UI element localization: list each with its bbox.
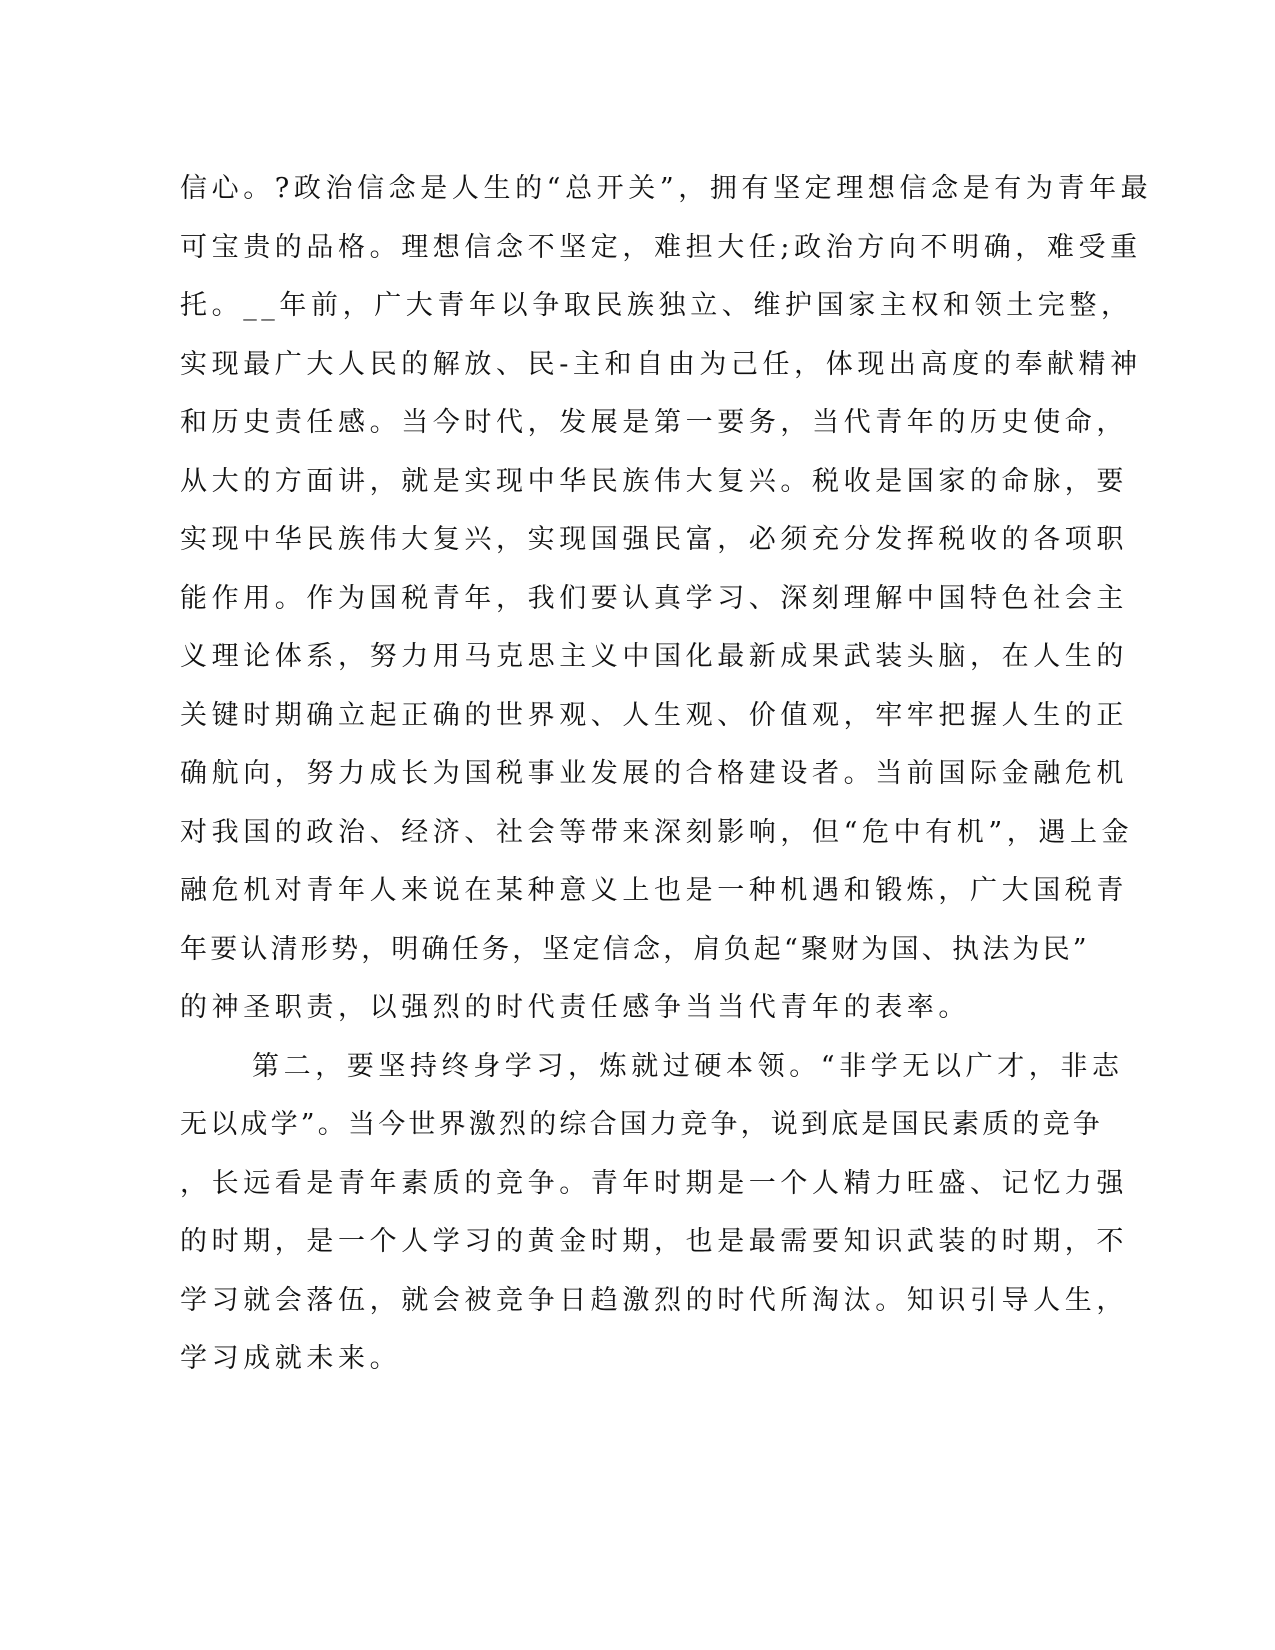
text-line: 的时期，是一个人学习的黄金时期，也是最需要知识武装的时期，不 [180,1226,1128,1257]
text-line: 的神圣职责，以强烈的时代责任感争当当代青年的表率。 [180,992,970,1023]
text-line: 义理论体系，努力用马克思主义中国化最新成果武装头脑，在人生的 [180,641,1128,672]
text-line: 第二，要坚持终身学习，炼就过硬本领。“非学无以广才，非志 [252,1050,1124,1082]
text-line: 对我国的政治、经济、社会等带来深刻影响，但“危中有机”，遇上金 [180,816,1134,848]
text-line: 实现中华民族伟大复兴，实现国强民富，必须充分发挥税收的各项职 [180,524,1128,555]
paragraph-1 [180,160,1153,1038]
text-line: 和历史责任感。当今时代，发展是第一要务，当代青年的历史使命， [180,407,1128,438]
text-line: 能作用。作为国税青年，我们要认真学习、深刻理解中国特色社会主 [180,582,1128,614]
text-line: 年要认清形势，明确任务，坚定信念，肩负起“聚财为国、执法为民” [180,933,1090,965]
text-line: 关键时期确立起正确的世界观、人生观、价值观，牢牢把握人生的正 [180,699,1128,731]
text-line: ，长远看是青年素质的竞争。青年时期是一个人精力旺盛、记忆力强 [180,1167,1128,1199]
text-line: 可宝贵的品格。理想信念不坚定，难担大任;政治方向不明确，难受重 [180,231,1142,263]
text-line: 融危机对青年人来说在某种意义上也是一种机遇和锻炼，广大国税青 [180,875,1128,906]
body-text [180,160,1153,1389]
text-line: 信心。?政治信念是人生的“总开关”，拥有坚定理想信念是有为青年最 [180,173,1153,204]
text-line: 无以成学”。当今世界激烈的综合国力竞争，说到底是国民素质的竞争 [180,1109,1104,1140]
text-line: 托。__年前，广大青年以争取民族独立、维护国家主权和领土完整， [180,290,1133,321]
text-line: 学习就会落伍，就会被竞争日趋激烈的时代所淘汰。知识引导人生， [180,1284,1128,1316]
text-line: 实现最广大人民的解放、民-主和自由为己任，体现出高度的奉献精神 [180,348,1142,380]
text-line: 从大的方面讲，就是实现中华民族伟大复兴。税收是国家的命脉，要 [180,465,1128,497]
paragraph-2 [180,1038,1128,1389]
text-line: 学习成就未来。 [180,1343,402,1374]
text-line: 确航向，努力成长为国税事业发展的合格建设者。当前国际金融危机 [180,758,1128,789]
